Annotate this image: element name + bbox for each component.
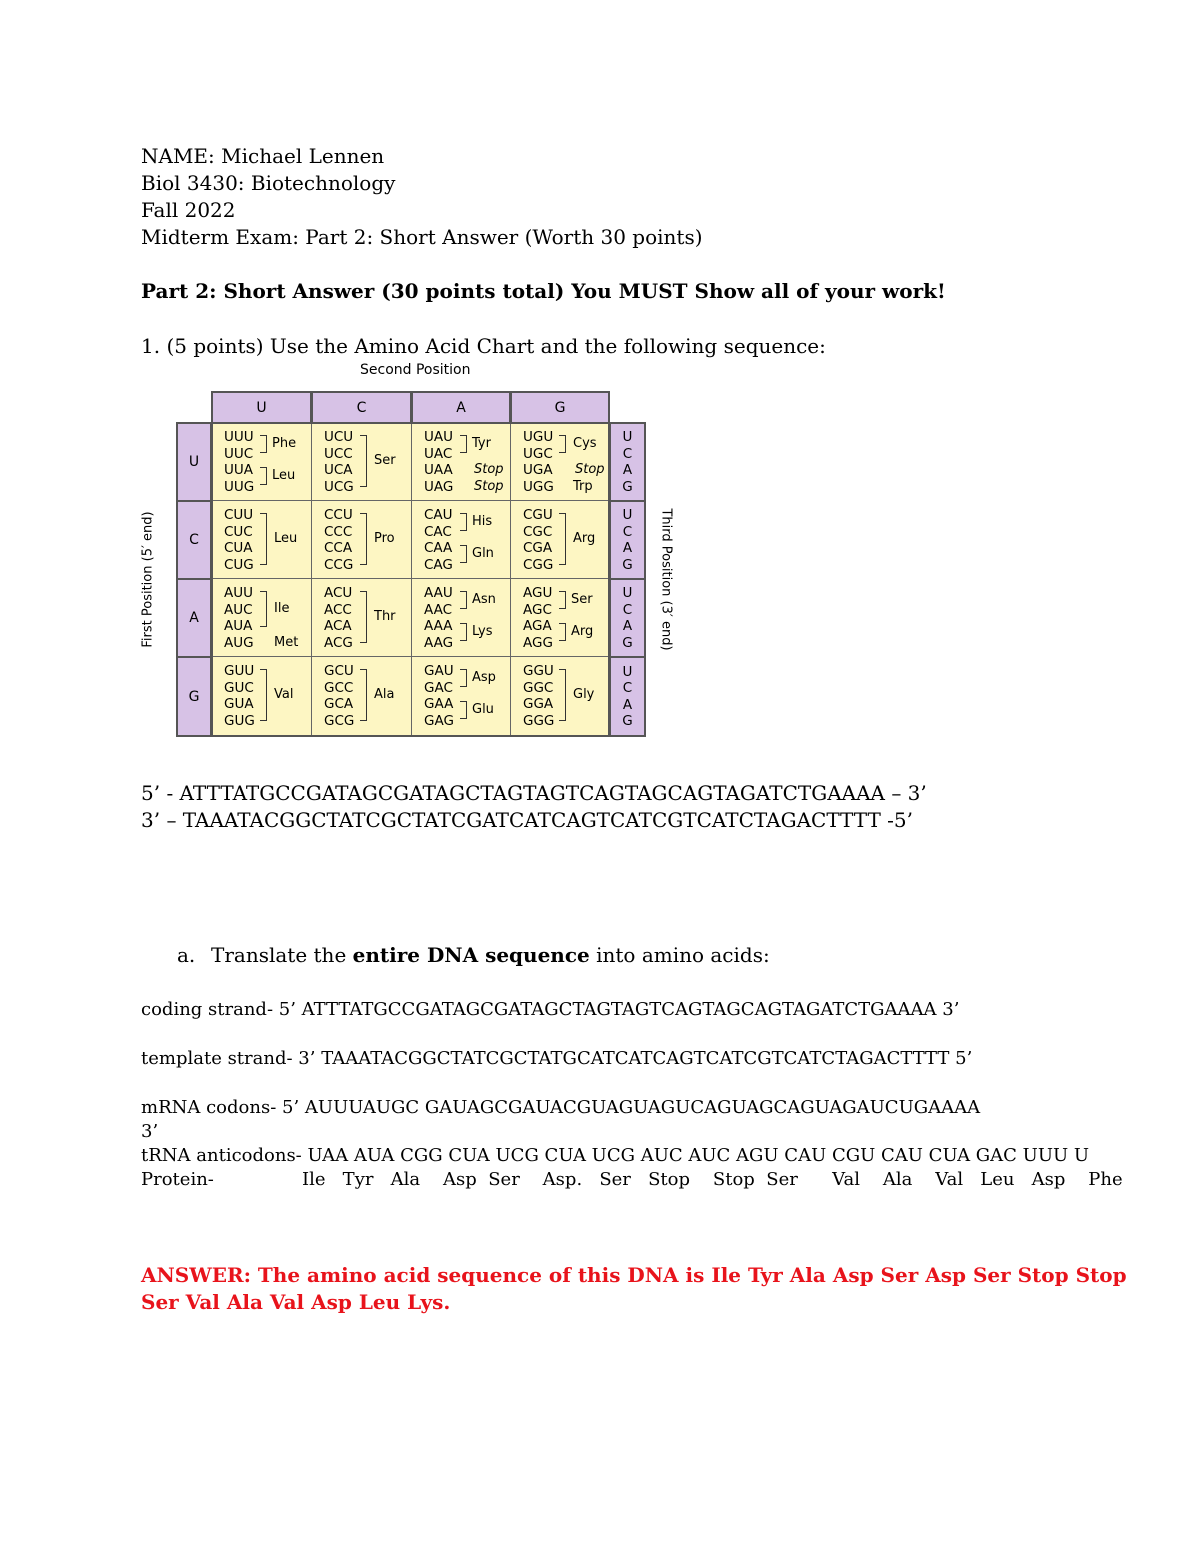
aa-label: Trp <box>573 479 593 494</box>
question-1: 1. (5 points) Use the Amino Acid Chart and the following sequence: <box>141 334 826 358</box>
third-letters: U C A G <box>622 507 633 573</box>
codon-list: GAU GAC GAA GAG <box>424 663 454 729</box>
term: Fall 2022 <box>141 198 236 222</box>
protein-label: Protein- <box>141 1169 214 1190</box>
col-header-u: U <box>211 391 312 424</box>
codon-list: UUU UUC UUA UUG <box>224 429 255 495</box>
aa-label: Arg <box>573 531 596 546</box>
aa-label: Pro <box>374 531 395 546</box>
cell-uu <box>211 422 312 502</box>
cell-cc <box>311 500 412 580</box>
part-heading: Part 2: Short Answer (30 points total) You MUST Show all of your work! <box>141 279 946 303</box>
part-a-prompt <box>211 942 770 969</box>
part-a-marker: a. <box>177 943 196 967</box>
trna-anticodons: tRNA anticodons- UAA AUA CGG CUA UCG CUA UCG AUC AUC AGU CAU CGU CAU CUA GAC UUU U <box>141 1145 1090 1166</box>
part-a-bold: entire DNA sequence <box>352 943 590 967</box>
cell-gg <box>510 656 610 737</box>
row-header-a: A <box>176 578 212 658</box>
cell-ac <box>311 578 412 658</box>
dna-line-1: 5’ - ATTTATGCCGATAGCGATAGCTAGTAGTCAGTAGCAGTAGATCTGAAAA – 3’ <box>141 781 927 805</box>
codon-list: AUU AUC AUA AUG <box>224 585 254 651</box>
exam-title: Midterm Exam: Part 2: Short Answer (Worth 30 points) <box>141 225 703 249</box>
codon-list: CGU CGC CGA CGG <box>523 507 554 573</box>
answer-line-2: Ser Val Ala Val Asp Leu Lys. <box>141 1290 451 1314</box>
aa-label: Tyr <box>472 436 491 451</box>
aa-label: Ser <box>571 592 593 607</box>
row-header-g: G <box>176 656 212 737</box>
chart-title: Second Position <box>360 362 471 378</box>
codon-list: GGU GGC GGA GGG <box>523 663 555 729</box>
third-letters: U C A G <box>622 429 633 495</box>
aa-label: Stop <box>474 479 504 494</box>
part-a-pre: Translate the <box>211 943 353 967</box>
cell-ca <box>411 500 511 580</box>
codon-list: CCU CCC CCA CCG <box>324 507 354 573</box>
cell-ua <box>411 422 511 502</box>
aa-label: Glu <box>472 702 494 717</box>
codon-list: CAU CAC CAA CAG <box>424 507 453 573</box>
col-header-a: A <box>411 391 511 424</box>
cell-cu <box>211 500 312 580</box>
row-header-u: U <box>176 422 212 502</box>
codon-list: ACU ACC ACA ACG <box>324 585 353 651</box>
third-col-c <box>609 500 646 580</box>
mrna-codons-end: 3’ <box>141 1121 159 1142</box>
answer-line-1: ANSWER: The amino acid sequence of this DNA is Ile Tyr Ala Asp Ser Asp Ser Stop Stop <box>141 1263 1127 1287</box>
student-name: NAME: Michael Lennen <box>141 144 385 168</box>
aa-label: Gly <box>573 687 595 702</box>
cell-gc <box>311 656 412 737</box>
codon-list: AGU AGC AGA AGG <box>523 585 553 651</box>
codon-list: AAU AAC AAA AAG <box>424 585 454 651</box>
coding-strand: coding strand- 5’ ATTTATGCCGATAGCGATAGCTAGTAGTCAGTAGCAGTAGATCTGAAAA 3’ <box>141 999 960 1020</box>
third-col-g <box>609 656 646 737</box>
third-col-a <box>609 578 646 658</box>
aa-label: Asn <box>472 592 496 607</box>
aa-label: Leu <box>272 468 296 483</box>
aa-label: Arg <box>571 624 594 639</box>
aa-label: Gln <box>472 546 494 561</box>
codon-list: GUU GUC GUA GUG <box>224 663 255 729</box>
aa-label: Thr <box>374 609 396 624</box>
third-letters: U C A G <box>622 663 633 729</box>
codon-list: UCU UCC UCA UCG <box>324 429 354 495</box>
cell-cg <box>510 500 610 580</box>
dna-line-2: 3’ – TAAATACGGCTATCGCTATCGATCATCAGTCATCGTCATCTAGACTTTT -5’ <box>141 808 913 832</box>
aa-label: Ser <box>374 453 396 468</box>
aa-label: Lys <box>472 624 493 639</box>
aa-label: Met <box>274 635 299 650</box>
mrna-codons: mRNA codons- 5’ AUUUAUGC GAUAGCGAUACGUAGUAGUCAGUAGCAGUAGAUCUGAAAA <box>141 1097 981 1118</box>
part-a-post: into amino acids: <box>589 943 770 967</box>
aa-label: Asp <box>472 670 496 685</box>
aa-label: Stop <box>575 462 605 477</box>
aa-label: Val <box>274 687 294 702</box>
cell-aa <box>411 578 511 658</box>
aa-label: Stop <box>474 462 504 477</box>
cell-au <box>211 578 312 658</box>
aa-label: Phe <box>272 436 297 451</box>
codon-list: CUU CUC CUA CUG <box>224 507 254 573</box>
cell-ga <box>411 656 511 737</box>
protein-sequence: Ile Tyr Ala Asp Ser Asp. Ser Stop Stop Ser Val Ala Val Leu Asp Phe <box>302 1169 1123 1190</box>
col-header-c: C <box>311 391 412 424</box>
course-title: Biol 3430: Biotechnology <box>141 171 396 195</box>
aa-label: Leu <box>274 531 298 546</box>
row-header-c: C <box>176 500 212 580</box>
aa-label: Cys <box>573 436 597 451</box>
codon-list: GCU GCC GCA GCG <box>324 663 355 729</box>
first-position-label: First Position (5′ end) <box>140 511 156 648</box>
codon-list: UAU UAC UAA UAG <box>424 429 454 495</box>
codon-list: UGU UGC UGA UGG <box>523 429 554 495</box>
col-header-g: G <box>510 391 610 424</box>
template-strand: template strand- 3’ TAAATACGGCTATCGCTATGCATCATCAGTCATCGTCATCTAGACTTTT 5’ <box>141 1048 973 1069</box>
aa-label: His <box>472 514 493 529</box>
aa-label: Ala <box>374 687 395 702</box>
cell-ug <box>510 422 610 502</box>
cell-ag <box>510 578 610 658</box>
cell-gu <box>211 656 312 737</box>
third-position-label: Third Position (3′ end) <box>658 508 674 651</box>
third-col-u <box>609 422 646 502</box>
third-letters: U C A G <box>622 585 633 651</box>
cell-uc <box>311 422 412 502</box>
aa-label: Ile <box>274 601 290 616</box>
